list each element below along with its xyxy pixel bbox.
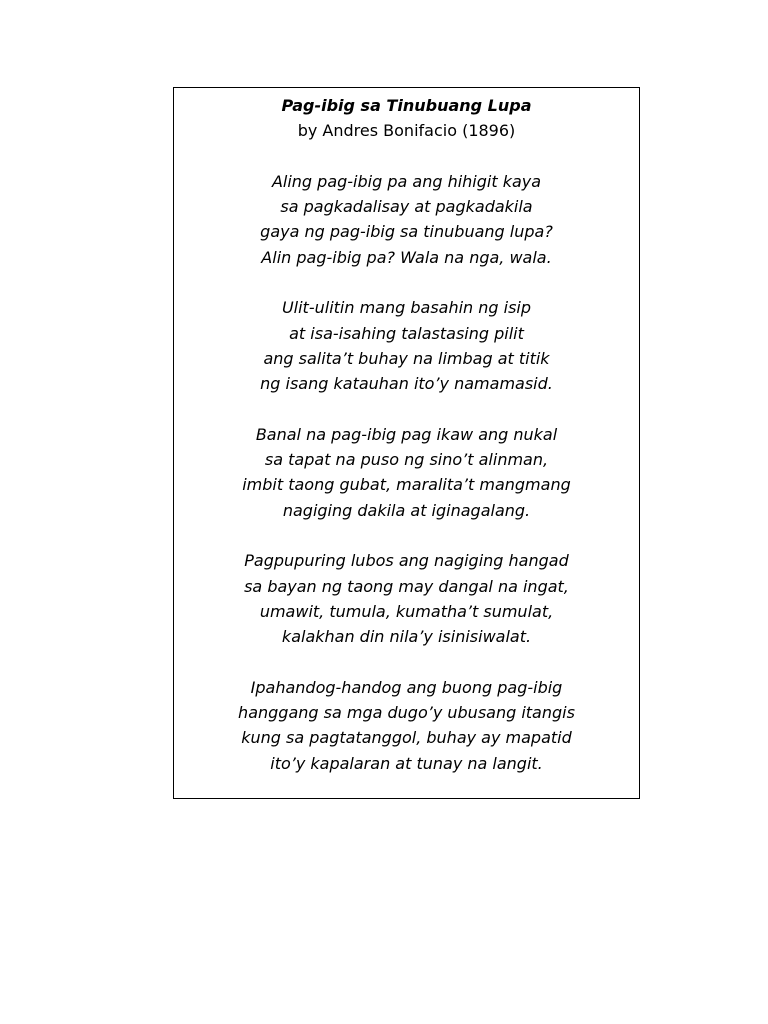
stanza-line: Ulit-ulitin mang basahin ng isip [281, 298, 532, 318]
stanza-5 [174, 675, 639, 776]
poem-content [174, 88, 639, 776]
stanza-line: ang salita’t buhay na limbag at titik [263, 348, 550, 368]
stanza-1 [174, 169, 639, 270]
stanza-line: sa pagkadalisay at pagkadakila [280, 197, 533, 217]
stanza-3 [174, 422, 639, 523]
stanza-line: nagiging dakila at iginagalang. [282, 500, 531, 520]
stanza-line: kalakhan din nila’y isinisiwalat. [281, 627, 532, 647]
stanza-line: kung sa pagtatanggol, buhay ay mapatid [241, 728, 572, 748]
stanza-line: sa bayan ng taong may dangal na ingat, [244, 576, 569, 596]
stanza-line: ito’y kapalaran at tunay na langit. [270, 753, 543, 773]
stanza-2 [174, 295, 639, 396]
poem-byline: by Andres Bonifacio (1896) [297, 121, 516, 141]
stanza-line: sa tapat na puso ng sino’t alinman, [264, 450, 549, 470]
stanza-line: gaya ng pag-ibig sa tinubuang lupa? [260, 222, 553, 242]
stanza-4 [174, 548, 639, 649]
stanza-line: ng isang katauhan ito’y namamasid. [260, 374, 553, 394]
stanza-line: Pagpupuring lubos ang nagiging hangad [244, 551, 569, 571]
stanza-line: hanggang sa mga dugo’y ubusang itangis [238, 703, 575, 723]
stanza-line: Alin pag-ibig pa? Wala na nga, wala. [261, 247, 552, 267]
poem-frame [173, 87, 640, 799]
stanza-line: Banal na pag-ibig pag ikaw ang nukal [255, 424, 558, 444]
stanza-line: imbit taong gubat, maralita’t mangmang [242, 475, 571, 495]
stanza-line: Aling pag-ibig pa ang hihigit kaya [271, 171, 542, 191]
stanza-line: Ipahandog-handog ang buong pag-ibig [250, 677, 563, 697]
poem-title: Pag-ibig sa Tinubuang Lupa [281, 96, 532, 115]
stanza-line: at isa-isahing talastasing pilit [289, 323, 524, 343]
stanza-line: umawit, tumula, kumatha’t sumulat, [259, 601, 554, 621]
